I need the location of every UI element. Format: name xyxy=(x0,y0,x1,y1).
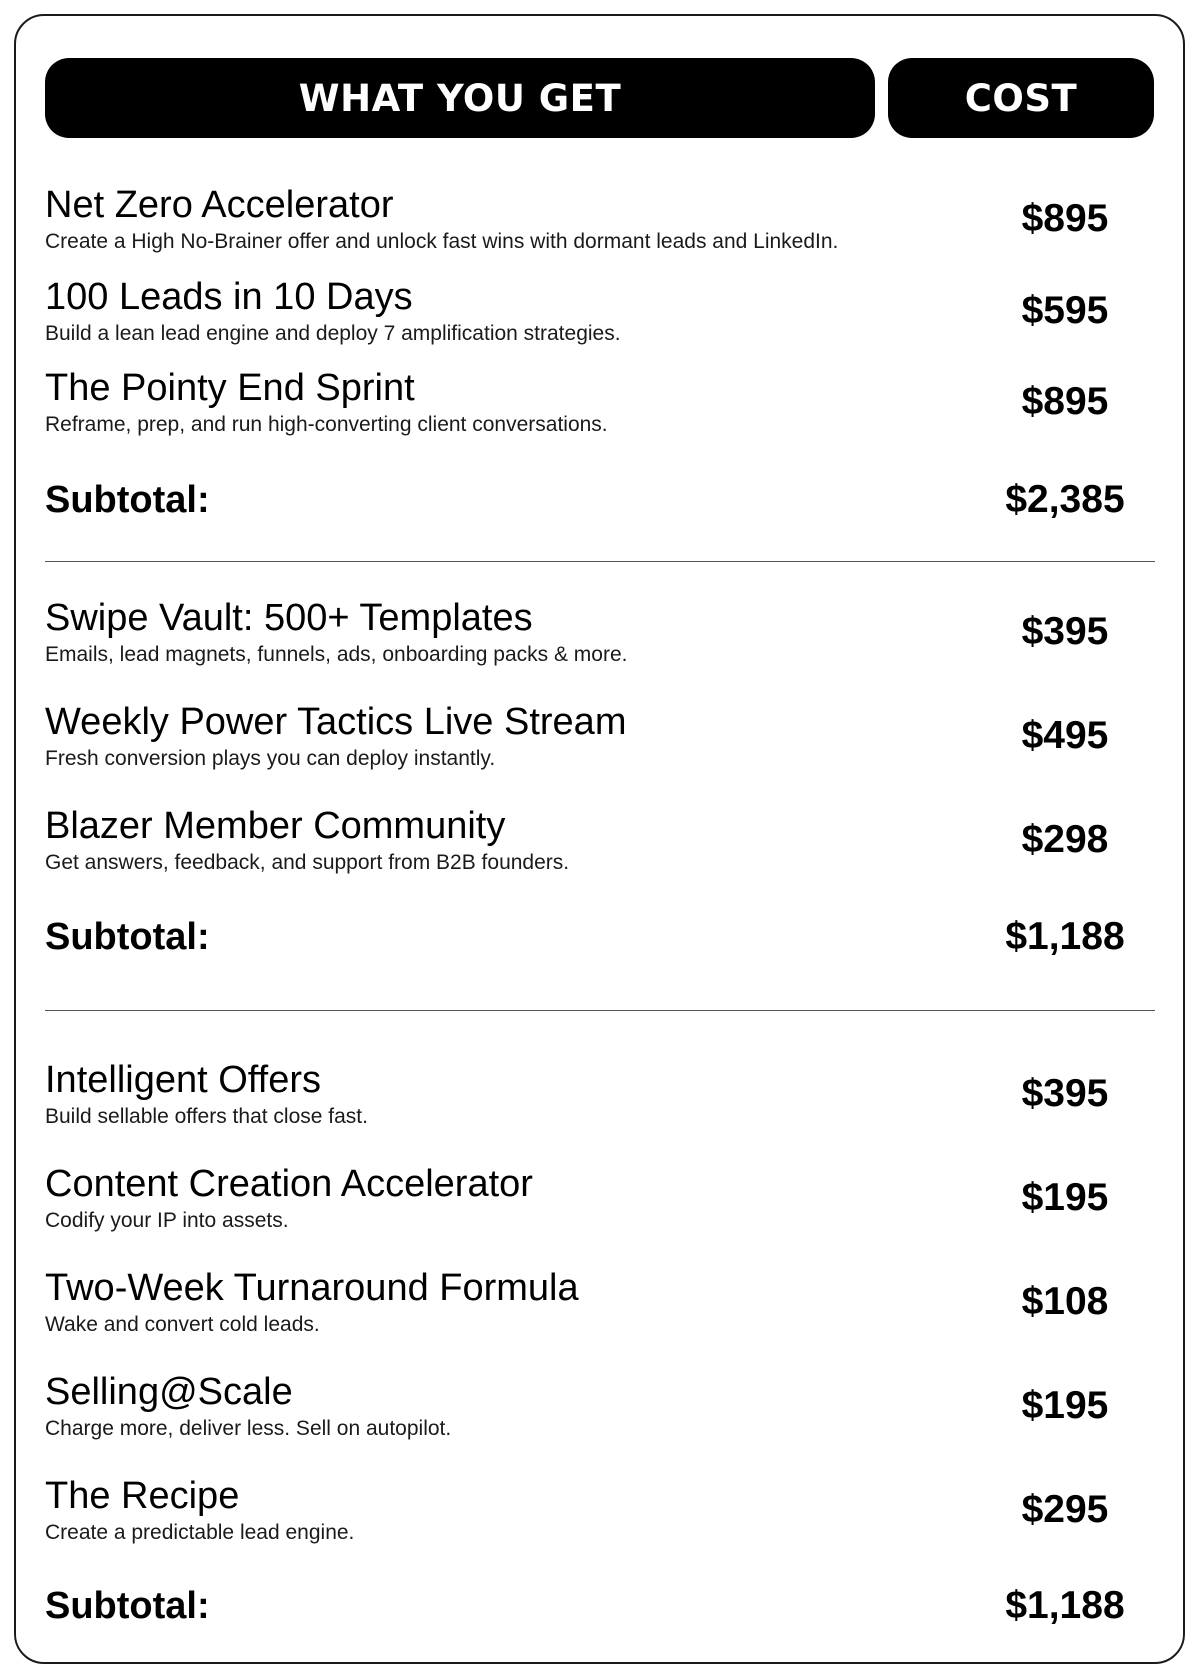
item-title: The Pointy End Sprint xyxy=(45,367,415,409)
item-price: $195 xyxy=(1021,1176,1109,1219)
item-title: Intelligent Offers xyxy=(45,1059,322,1101)
subtotal-label: Subtotal: xyxy=(45,1585,210,1627)
subtotal-label: Subtotal: xyxy=(45,916,210,958)
subtotal-price: $2,385 xyxy=(1005,478,1125,521)
item-price: $895 xyxy=(1021,380,1109,423)
subtotal-price: $1,188 xyxy=(1005,915,1125,958)
item-title: Content Creation Accelerator xyxy=(45,1163,533,1205)
subtotal-price: $1,188 xyxy=(1005,1584,1125,1627)
item-title: Selling@Scale xyxy=(45,1371,293,1413)
item-title: Two-Week Turnaround Formula xyxy=(45,1267,579,1309)
cost-header xyxy=(888,58,1154,138)
item-description: Charge more, deliver less. Sell on autopilot. xyxy=(45,1417,452,1440)
item-description: Emails, lead magnets, funnels, ads, onboarding packs & more. xyxy=(45,643,628,666)
item-description: Wake and convert cold leads. xyxy=(45,1313,320,1336)
item-title: Weekly Power Tactics Live Stream xyxy=(45,701,627,743)
item-price: $495 xyxy=(1021,714,1109,757)
item-description: Create a predictable lead engine. xyxy=(45,1521,355,1544)
item-description: Build a lean lead engine and deploy 7 amplification strategies. xyxy=(45,322,621,345)
section-divider xyxy=(45,561,1155,562)
item-price: $298 xyxy=(1021,818,1109,861)
item-description: Codify your IP into assets. xyxy=(45,1209,289,1232)
item-description: Fresh conversion plays you can deploy instantly. xyxy=(45,747,496,770)
item-title: Swipe Vault: 500+ Templates xyxy=(45,597,533,639)
cost-label: COST xyxy=(964,76,1078,120)
subtotal-row xyxy=(45,913,1155,961)
what-you-get-header xyxy=(45,58,875,138)
item-description: Build sellable offers that close fast. xyxy=(45,1105,368,1128)
subtotal-row xyxy=(45,476,1155,524)
subtotal-label: Subtotal: xyxy=(45,479,210,521)
item-title: The Recipe xyxy=(45,1475,240,1517)
item-price: $595 xyxy=(1021,289,1109,332)
item-title: 100 Leads in 10 Days xyxy=(45,276,413,318)
item-description: Reframe, prep, and run high-converting client conversations. xyxy=(45,413,608,436)
what-you-get-label: WHAT YOU GET xyxy=(298,76,622,120)
item-description: Get answers, feedback, and support from B2B founders. xyxy=(45,851,570,874)
item-description: Create a High No-Brainer offer and unlock fast wins with dormant leads and LinkedIn. xyxy=(45,230,839,253)
item-price: $108 xyxy=(1021,1280,1109,1323)
item-price: $395 xyxy=(1021,610,1109,653)
subtotal-row xyxy=(45,1582,1155,1630)
item-price: $395 xyxy=(1021,1072,1109,1115)
item-title: Blazer Member Community xyxy=(45,805,506,847)
item-price: $295 xyxy=(1021,1488,1109,1531)
item-price: $895 xyxy=(1021,197,1109,240)
item-title: Net Zero Accelerator xyxy=(45,184,394,226)
section-divider xyxy=(45,1010,1155,1011)
item-price: $195 xyxy=(1021,1384,1109,1427)
